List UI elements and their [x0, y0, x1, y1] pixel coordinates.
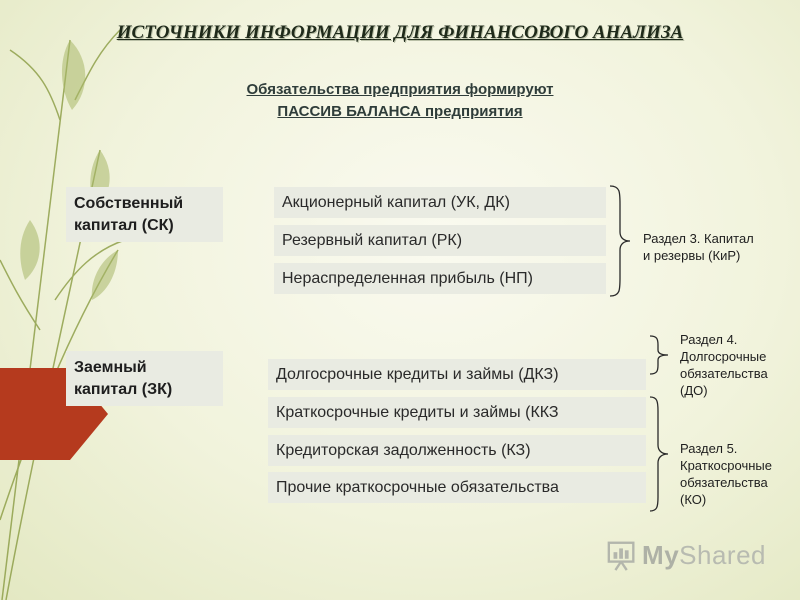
presentation-board-icon	[606, 538, 638, 572]
section-4-line4: (ДО)	[680, 383, 708, 398]
subtitle-line-1: Обязательства предприятия формируют	[246, 81, 554, 98]
section-4-line3: обязательства	[680, 366, 768, 381]
borrowed-item-accounts-payable: Кредиторская задолженность (КЗ)	[268, 435, 646, 466]
section-3-line2: и резервы (КиР)	[643, 248, 741, 263]
own-capital-item-retained: Нераспределенная прибыль (НП)	[274, 263, 606, 294]
section-5-line3: обязательства	[680, 475, 768, 490]
logo-text-my: My	[642, 539, 680, 570]
section-5-line2: Краткосрочные	[680, 458, 772, 473]
borrowed-item-other-short-term: Прочие краткосрочные обязательства	[268, 472, 646, 503]
borrowed-item-short-term-loans: Краткосрочные кредиты и займы (ККЗ	[268, 397, 646, 428]
subtitle-line-2: ПАССИВ БАЛАНСА предприятия	[277, 103, 523, 120]
slide-title: ИСТОЧНИКИ ИНФОРМАЦИИ ДЛЯ ФИНАНСОВОГО АНАЛИЗА	[116, 22, 684, 43]
section-4-line2: Долгосрочные	[680, 349, 767, 364]
borrowed-capital-label	[66, 351, 223, 406]
section-5-label	[680, 440, 772, 508]
borrowed-capital-label-line1: Заемный	[74, 358, 147, 376]
brace-section-5	[648, 395, 670, 513]
own-capital-item-reserve: Резервный капитал (РК)	[274, 225, 606, 256]
section-4-line1: Раздел 4.	[680, 332, 738, 347]
brace-section-3	[608, 184, 632, 298]
section-5-line1: Раздел 5.	[680, 441, 738, 456]
section-3-label	[643, 230, 754, 264]
section-4-label	[680, 331, 768, 399]
section-5-line4: (КО)	[680, 492, 707, 507]
own-capital-label-line1: Собственный	[74, 194, 184, 212]
myshared-logo	[606, 538, 766, 572]
brace-section-4	[648, 334, 670, 376]
own-capital-label-line2: капитал (СК)	[74, 216, 174, 234]
logo-text-shared: Shared	[679, 539, 766, 570]
borrowed-item-long-term-loans: Долгосрочные кредиты и займы (ДКЗ)	[268, 359, 646, 390]
borrowed-capital-label-line2: капитал (ЗК)	[74, 380, 173, 398]
own-capital-item-share: Акционерный капитал (УК, ДК)	[274, 187, 606, 218]
section-3-line1: Раздел 3. Капитал	[643, 231, 754, 246]
own-capital-label	[66, 187, 223, 242]
